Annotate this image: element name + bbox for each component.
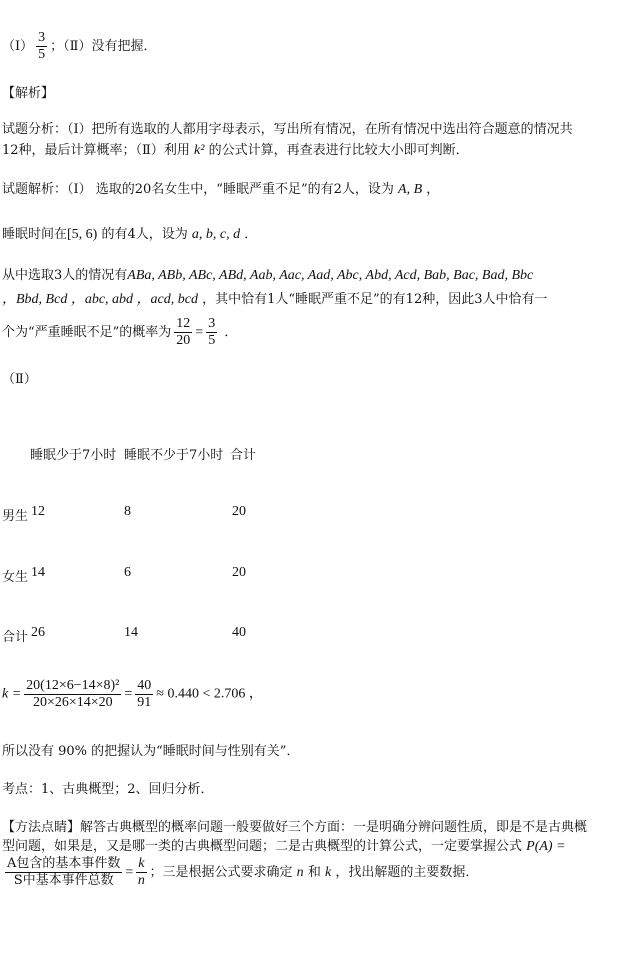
formula-fraction-2 <box>135 678 153 711</box>
choose-line-1 <box>2 266 533 286</box>
formula-den-2: 91 <box>137 695 152 710</box>
prob-den-1: 20 <box>176 333 191 348</box>
formula-fraction <box>24 678 121 711</box>
sleep-range-interval: [5, 6) <box>67 227 98 242</box>
method-k: k <box>324 865 332 880</box>
method-fraction <box>5 856 122 889</box>
sleep-range-a: 睡眠时间在 <box>2 227 68 242</box>
formula-tail: ≈ 0.440 < 2.706 <box>156 686 246 702</box>
method-line-3a: ；三是根据公式要求确定 <box>149 865 293 880</box>
kn-num: k <box>138 856 145 871</box>
analysis-heading: 【解析】 <box>2 86 55 101</box>
formula-num-2: 40 <box>137 678 152 693</box>
sleep-range-vars: a, b, c, d <box>191 227 241 242</box>
kn-den: n <box>137 873 145 888</box>
table-header-3: 合计 <box>230 448 257 463</box>
method-line-3b: ，找出解题的主要数据． <box>335 865 479 880</box>
table-cell: 14 <box>124 625 138 640</box>
method-and: 和 <box>307 865 321 880</box>
choose-a: 从中选取3人的情况有 <box>2 268 128 283</box>
answer-part2: ；（Ⅱ）没有把握． <box>50 39 157 54</box>
table-row-label: 男生 <box>2 509 29 524</box>
k-squared: k² <box>194 143 205 158</box>
sleep-range-b: 的有4人，设为 <box>101 227 188 242</box>
table-row-label: 女生 <box>2 570 29 585</box>
formula-num: 20(12×6−14×8)² <box>26 678 120 693</box>
method-line-1: 【方法点睛】解答古典概型的概率问题一般要做好三个方面：一是明确分辨问题性质，即是不是古典概 <box>2 820 588 835</box>
answer-part1-label: （Ⅰ） <box>2 39 34 54</box>
analysis-line-2a: 12种，最后计算概率；（Ⅱ）利用 <box>2 143 190 158</box>
prob-num-2: 3 <box>208 316 216 331</box>
solution-intro-vars: A, B <box>398 182 423 197</box>
method-line-3 <box>2 856 478 889</box>
method-n: n <box>296 865 304 880</box>
answer-fraction <box>36 30 47 63</box>
table-cell: 8 <box>124 504 131 519</box>
formula-end: ， <box>248 686 263 702</box>
method-frac-num: A包含的基本事件数 <box>7 856 121 871</box>
analysis-line-2b: 的公式计算，再查表进行比较大小即可判断． <box>208 143 469 158</box>
method-line-2 <box>2 837 566 857</box>
analysis-line-2 <box>2 141 469 161</box>
prob-num-1: 12 <box>176 316 191 331</box>
answer-fraction-den: 5 <box>38 47 46 62</box>
method-eq: = <box>125 865 134 880</box>
formula-lhs: k = <box>2 686 22 702</box>
formula-eq: = <box>124 686 133 702</box>
answer-line <box>2 30 156 63</box>
table-cell: 20 <box>232 565 246 580</box>
choose-list-2: ，Bbd, Bcd ，abc, abd ，acd, bcd <box>2 292 198 307</box>
table-cell: 20 <box>232 504 246 519</box>
solution-intro-text: 试题解析：（Ⅰ） 选取的20名女生中，“睡眠严重不足”的有2人，设为 <box>2 182 394 197</box>
table-cell: 40 <box>232 625 246 640</box>
choose-list-1: ABa, ABb, ABc, ABd, Aab, Aac, Aad, Abc, Abd, Acd, Bab, Bac, Bad, Bbc <box>127 268 534 283</box>
table-cell: 26 <box>31 625 45 640</box>
sleep-range-end: ． <box>244 227 258 242</box>
prob-den-2: 5 <box>208 333 216 348</box>
solution-intro <box>2 180 439 200</box>
part2-label: （Ⅱ） <box>2 372 37 387</box>
choose-line-2 <box>2 290 548 310</box>
prob-fraction-2 <box>206 316 217 349</box>
method-frac-den: S中基本事件总数 <box>13 873 114 888</box>
method-line-2a: 型问题，如果是，又是哪一类的古典概型问题；二是古典概型的计算公式，一定要掌握公式 <box>2 839 523 854</box>
analysis-line-1: 试题分析：（Ⅰ）把所有选取的人都用字母表示，写出所有情况，在所有情况中选出符合题意的情况共 <box>2 122 573 137</box>
table-cell: 6 <box>124 565 131 580</box>
solution-intro-end: ， <box>426 182 440 197</box>
kn-fraction <box>136 856 146 889</box>
prob-fraction-1 <box>174 316 192 349</box>
kaodian: 考点：1、古典概型；2、回归分析． <box>2 782 214 797</box>
table-header-1: 睡眠少于7小时 <box>30 448 117 463</box>
table-row-label: 合计 <box>2 630 29 645</box>
formula-den: 20×26×14×20 <box>32 695 113 710</box>
conclusion: 所以没有 90% 的把握认为“睡眠时间与性别有关”． <box>2 744 300 759</box>
table-cell: 14 <box>31 565 45 580</box>
table-header-2: 睡眠不少于7小时 <box>124 448 224 463</box>
sleep-range-line <box>2 225 257 245</box>
choose-b: ，其中恰有1人“睡眠严重不足”的有12种，因此3人中恰有一 <box>202 292 548 307</box>
choose-line-3: 个为“严重睡眠不足”的概率为 $\frac{12}{20}$ = $\frac{3}{5}$ ． <box>2 316 238 348</box>
answer-fraction-num: 3 <box>38 30 46 45</box>
k-formula <box>2 678 263 711</box>
table-cell: 12 <box>31 504 45 519</box>
method-pa: P(A) = <box>526 839 566 854</box>
choose-c: 个为“严重睡眠不足”的概率为 <box>2 325 172 340</box>
choose-end: ． <box>224 325 238 340</box>
